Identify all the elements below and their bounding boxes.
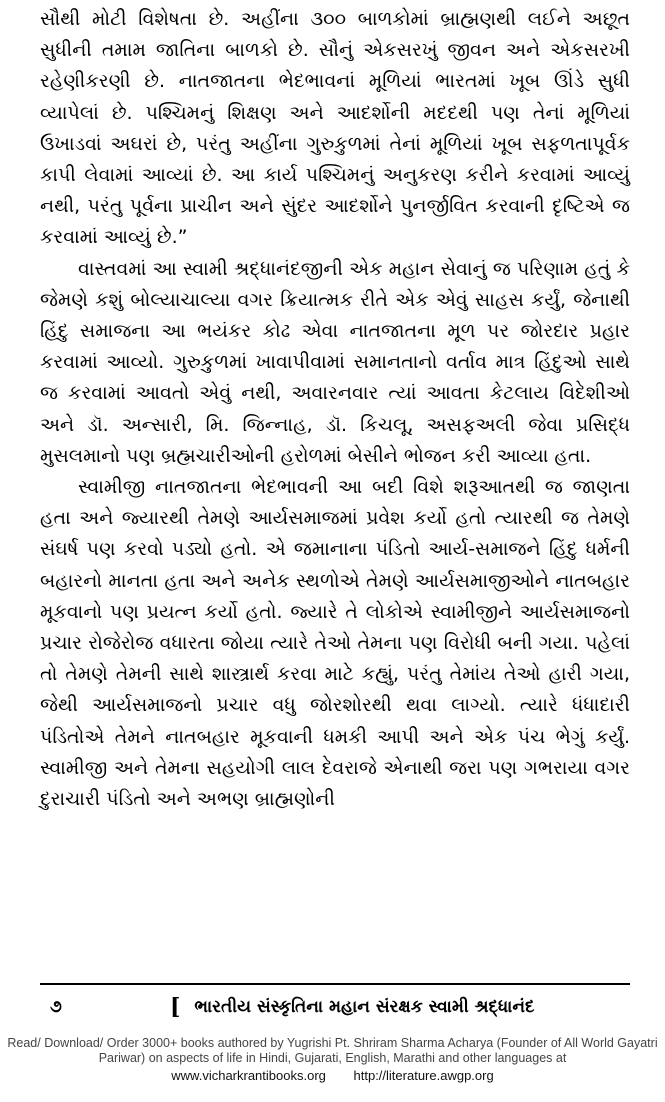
promo-text: Read/ Download/ Order 3000+ books authored by Yugrishi Pt. Shriram Sharma Acharya (Founder of All World Gayatri Pariwar) on aspects of life in Hindi, Gujarati, English, Marathi and other languages at [7,1036,658,1065]
running-title: ભારતીય સંસ્કૃતિના મહાન સંરક્ષક સ્વામી શ્રદ્ધાનંદ [194,997,535,1017]
paragraph-3: સ્વામીજી નાતજાતના ભેદભાવની આ બદી વિશે શરૂઆતથી જ જાણતા હતા અને જ્યારથી તેમણે આર્યસમાજમાં પ્રવેશ કર્યો હતો ત્યારથી જ તેમણે સંઘર્ષ પણ કરવો પડ્યો હતો. એ જમાનાના પંડિતો આર્ય-સમાજને હિંદુ ધર્મની બહારનો માનતા હતા અને અનેક સ્થળોએ તેમણે આર્યસમાજીઓને નાતબહાર મૂકવાનો પણ પ્રયત્ન કર્યો હતો. જ્યારે તે લોકોએ સ્વામીજીને આર્યસમાજનો પ્રચાર રોજેરોજ વધારતા જોયા ત્યારે તેઓ તેમના પણ વિરોધી બની ગયા. પહેલાં તો તેમણે તેમની સાથે શાસ્ત્રાર્થ કરવા માટે કહ્યું, પરંતુ તેમાંય તેઓ હારી ગયા, જેથી આર્યસમાજનો પ્રચાર વધુ જોરશોરથી થવા લાગ્યો. ત્યારે ધંધાદારી પંડિતોએ તેમને નાતબહાર મૂકવાની ધમકી આપી અને એક પંચ ભેગું કર્યું. સ્વામીજી અને તેમના સહયોગી લાલ દેવરાજે એનાથી જરા પણ ગભરાયા વગર દુરાચારી પંડિતો અને અભણ બ્રાહ્મણોની [40,476,630,811]
vicharkranti-link[interactable]: www.vicharkrantibooks.org [171,1068,326,1083]
awgp-literature-link[interactable]: http://literature.awgp.org [353,1068,494,1083]
footer-bracket: [ [170,994,181,1020]
footer-divider [40,983,630,985]
paragraph-1: સૌથી મોટી વિશેષતા છે. અહીંના ૩૦૦ બાળકોમાં બ્રાહ્મણથી લઈને અછૂત સુધીની તમામ જાતિના બાળકો છે. સૌનું એકસરખું જીવન અને એકસરખી રહેણીકરણી છે. નાતજાતના ભેદભાવનાં મૂળિયાં ભારતમાં ખૂબ ઊંડે સુધી વ્યાપેલાં છે. પશ્ચિમનું શિક્ષણ અને આદર્શોની મદદથી પણ તેનાં મૂળિયાં ઉખાડવાં અઘરાં છે, પરંતુ અહીંના ગુરુકુળમાં તેનાં મૂળિયાં ખૂબ સફળતાપૂર્વક કાપી લેવામાં આવ્યાં છે. આ કાર્ય પશ્ચિમનું અનુકરણ કરીને કરવામાં આવ્યું નથી, પરંતુ પૂર્વના પ્રાચીન અને સુંદર આદર્શોને પુનર્જીવિત કરવાની દૃષ્ટિએ જ કરવામાં આવ્યું છે.” [40,8,630,249]
page-body [40,4,630,815]
page-number: ૭ [50,997,62,1017]
promo-links [0,1068,665,1083]
paragraph-2: વાસ્તવમાં આ સ્વામી શ્રદ્ધાનંદજીની એક મહાન સેવાનું જ પરિણામ હતું કે જેમણે કશું બોલ્યાચાલ્યા વગર ક્રિયાત્મક રીતે એક એવું સાહસ કર્યું, જેનાથી હિંદુ સમાજના આ ભયંકર કોઢ એવા નાતજાતના મૂળ પર જોરદાર પ્રહાર કરવામાં આવ્યો. ગુરુકુળમાં ખાવાપીવામાં સમાનતાનો વર્તાવ માત્ર હિંદુઓ સાથે જ કરવામાં આવતો એવું નથી, અવારનવાર ત્યાં આવતા કેટલાય વિદેશીઓ અને ડૉ. અન્સારી, મિ. જિન્નાહ, ડૉ. કિચલૂ, અસફઅલી જેવા પ્રસિદ્ધ મુસલમાનો પણ બ્રહ્મચારીઓની હરોળમાં બેસીને ભોજન કરી આવ્યા હતા. [40,257,630,467]
page-footer [40,993,630,1021]
